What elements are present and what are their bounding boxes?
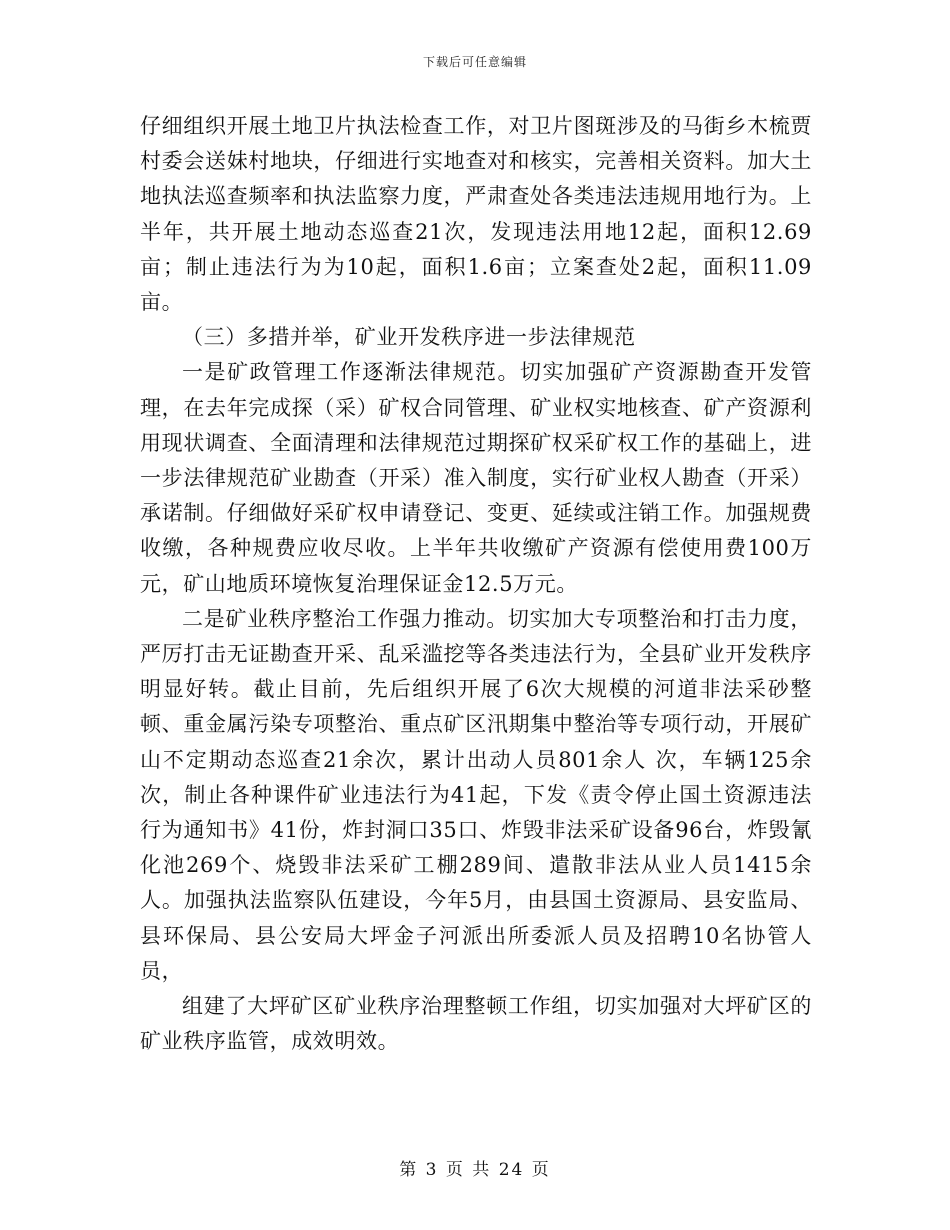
- paragraph-working-group: 组建了大坪矿区矿业秩序治理整顿工作组，切实加强对大坪矿区的矿业秩序监管，成效明效。: [140, 994, 812, 1054]
- paragraph-mining-rectification: 二是矿业秩序整治工作强力推动。切实加大专项整治和打击力度，严厉打击无证勘查开采、乱采滥挖等各类违法行为，全县矿业开发秩序明显好转。截止目前，先后组织开展了6次大规模的河道非法采砂整顿、重金属污染专项整治、重点矿区汛期集中整治等专项行动，开展矿山不定期动态巡查21余次，累计出动人员801余人 次，车辆125余次，制止各种课件矿业违法行为41起，下发《责令停止国土资源违法行为通知书》41份，炸封洞口35口、炸毁非法采矿设备96台，炸毁氰化池269个、烧毁非法采矿工棚289间、遣散非法从业人员1415余人。加强执法监察队伍建设，今年5月，由县国土资源局、县安监局、县环保局、县公安局大坪金子河派出所委派人员及招聘10名协管人员，: [140, 606, 812, 983]
- paragraph-land-enforcement: 仔细组织开展土地卫片执法检查工作，对卫片图斑涉及的马街乡木梳贾村委会送妹村地块，仔细进行实地查对和核实，完善相关资料。加大土地执法巡查频率和执法监察力度，严肃查处各类违法违规用地行为。上半年，共开展土地动态巡查21次，发现违法用地12起，面积12.69亩；制止违法行为为10起，面积1.6亩；立案查处2起，面积11.09亩。: [140, 114, 812, 315]
- section-heading-mining-order: （三）多措并举，矿业开发秩序进一步法律规范: [182, 325, 636, 350]
- document-body: [140, 109, 812, 1059]
- page-header: 下载后可任意编辑: [422, 55, 527, 69]
- page-number-footer: 第 3 页 共 24 页: [399, 1160, 551, 1180]
- paragraph-mining-administration: 一是矿政管理工作逐渐法律规范。切实加强矿产资源勘查开发管理，在去年完成探（采）矿权合同管理、矿业权实地核查、矿产资源利用现状调查、全面清理和法律规范过期探矿权采矿权工作的基础上，进一步法律规范矿业勘查（开采）准入制度，实行矿业权人勘查（开采）承诺制。仔细做好采矿权申请登记、变更、延续或注销工作。加强规费收缴，各种规费应收尽收。上半年共收缴矿产资源有偿使用费100万元，矿山地质环境恢复治理保证金12.5万元。: [140, 360, 812, 596]
